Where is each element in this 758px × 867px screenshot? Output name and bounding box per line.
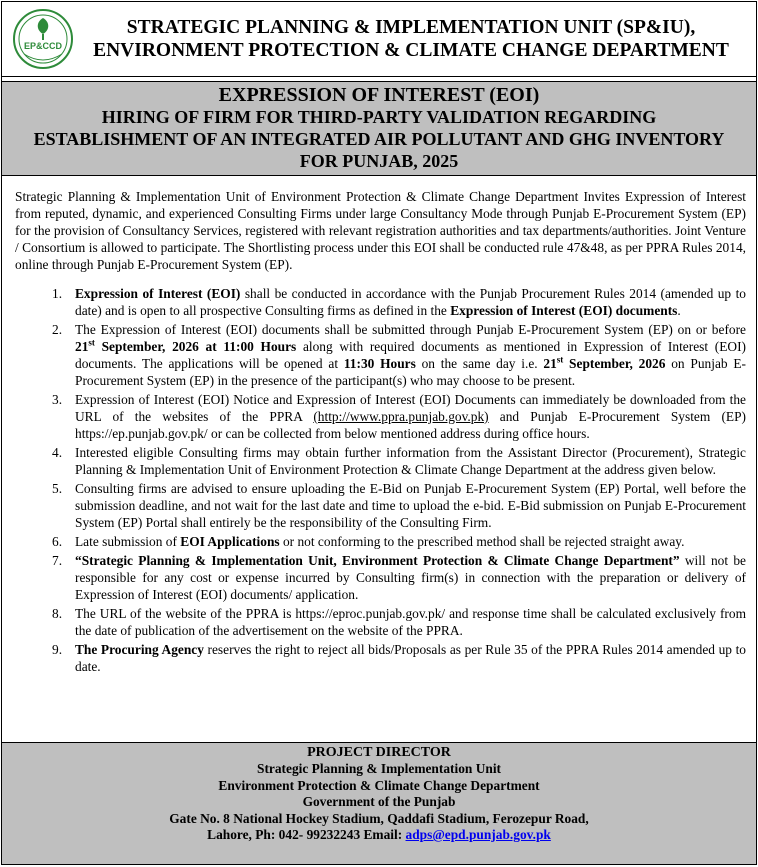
item-text: Consulting firms are advised to ensure uploading the E-Bid on Punjab E-Procurement System (EP) Portal, well before the submission deadline, and not wait for the last date and time to upload the e-bid. E-Bid submission on Punjab E-Procurement System (EP) Portal shall entirely be the responsibility of the Consulting Firm. xyxy=(75,481,746,530)
organization-name xyxy=(74,16,756,62)
item-text: Late submission of EOI Applications or not conforming to the prescribed method shall be rejected straight away. xyxy=(75,534,685,549)
item-text: Expression of Interest (EOI) Notice and Expression of Interest (EOI) Documents can immediately be downloaded from the URL of the websites of the PPRA (http://www.ppra.punjab.gov.pk) and Punjab E-Procurement System (EP) https://ep.punjab.gov.pk/ or can be collected from below mentioned address during office hours. xyxy=(75,392,746,441)
item-number: 9. xyxy=(52,642,63,657)
org-line-2: ENVIRONMENT PROTECTION & CLIMATE CHANGE DEPARTMENT xyxy=(93,40,729,61)
eoi-subtitle-3: FOR PUNJAB, 2025 xyxy=(299,151,459,171)
item-text: The Expression of Interest (EOI) documents shall be submitted through Punjab E-Procurement System (EP) on or before 21st September, 2026 at 11:00 Hours along with required documents as mentioned in Expression of Interest (EOI) documents. The applications will be opened at 11:30 Hours on the same day i.e. 21st September, 2026 on Punjab E-Procurement System (EP) in the presence of the participant(s) who may choose to be present. xyxy=(75,322,746,388)
item-number: 2. xyxy=(52,322,63,337)
footer-line-1: Strategic Planning & Implementation Unit xyxy=(257,761,501,777)
item-text: The Procuring Agency reserves the right to reject all bids/Proposals as per Rule 35 of the PPRA Rules 2014 amended up to date. xyxy=(75,642,746,674)
item-number: 8. xyxy=(52,606,63,621)
eoi-subtitle-2: ESTABLISHMENT OF AN INTEGRATED AIR POLLUTANT AND GHG INVENTORY xyxy=(33,129,725,149)
footer-line-2: Environment Protection & Climate Change Department xyxy=(218,777,540,793)
list-item xyxy=(15,641,746,675)
item-text: Expression of Interest (EOI) shall be conducted in accordance with the Punjab Procurement Rules 2014 (amended up to date) and is open to all prospective Consulting firms as defined in the Expression of Interest (EOI) documents. xyxy=(75,286,747,318)
eoi-title: EXPRESSION OF INTEREST (EOI) xyxy=(218,84,540,106)
department-logo xyxy=(12,8,74,70)
eoi-subtitle-1: HIRING OF FIRM FOR THIRD-PARTY VALIDATION REGARDING xyxy=(101,107,657,127)
item-number: 3. xyxy=(52,392,63,407)
item-text: The URL of the website of the PPRA is https://eproc.punjab.gov.pk/ and response time shall be calculated exclusively from the date of publication of the advertisement on the website of the PPRA. xyxy=(75,606,746,638)
email-link[interactable]: adps@epd.punjab.gov.pk xyxy=(405,827,551,843)
footer-line-4: Gate No. 8 National Hockey Stadium, Qaddafi Stadium, Ferozepur Road, xyxy=(169,810,589,826)
list-item xyxy=(15,444,746,478)
item-number: 5. xyxy=(52,481,63,496)
terms-list xyxy=(15,285,746,675)
list-item xyxy=(15,533,746,550)
eoi-banner xyxy=(2,81,756,176)
list-item xyxy=(15,321,746,389)
footer-line-5: Lahore, Ph: 042- 99232243 Email: adps@epd.punjab.gov.pk xyxy=(207,827,551,843)
item-number: 4. xyxy=(52,445,63,460)
contact-footer xyxy=(2,742,756,864)
footer-title: PROJECT DIRECTOR xyxy=(307,745,451,760)
notice-body xyxy=(2,176,756,675)
list-item xyxy=(15,552,746,603)
intro-paragraph: Strategic Planning & Implementation Unit of Environment Protection & Climate Change Department Invites Expression of Interest from reputed, dynamic, and experienced Consulting Firms under large Consultancy Mode through Punjab E-Procurement System (EP) for the provision of Consultancy Services, registered with relevant registration authorities and tax departments/authorities. Joint Venture / Consortium is allowed to participate. The Shortlisting process under this EOI shall be conducted rule 47&48, as per PPRA Rules 2014, online through Punjab E-Procurement System (EP). xyxy=(15,189,746,272)
item-number: 1. xyxy=(52,286,63,301)
item-number: 7. xyxy=(52,553,63,568)
item-text: Interested eligible Consulting firms may obtain further information from the Assistant Director (Procurement), Strategic Planning & Implementation Unit of Environment Protection & Climate Change Department at the address given below. xyxy=(75,445,746,477)
org-line-1: STRATEGIC PLANNING & IMPLEMENTATION UNIT (SP&IU), xyxy=(126,17,696,38)
list-item xyxy=(15,285,746,319)
logo-text: EP&CCD xyxy=(23,41,63,51)
list-item xyxy=(15,605,746,639)
list-item xyxy=(15,480,746,531)
header xyxy=(2,2,756,77)
item-number: 6. xyxy=(52,534,63,549)
eoi-notice xyxy=(1,1,757,865)
item-text: “Strategic Planning & Implementation Unit, Environment Protection & Climate Change Department” will not be responsible for any cost or expense incurred by Consulting firm(s) in connection with the preparation or delivery of Expression of Interest (EOI) documents/ application. xyxy=(75,553,747,602)
list-item xyxy=(15,391,746,442)
footer-line-3: Government of the Punjab xyxy=(302,794,456,810)
ppra-link[interactable]: (http://www.ppra.punjab.gov.pk) xyxy=(313,409,489,424)
